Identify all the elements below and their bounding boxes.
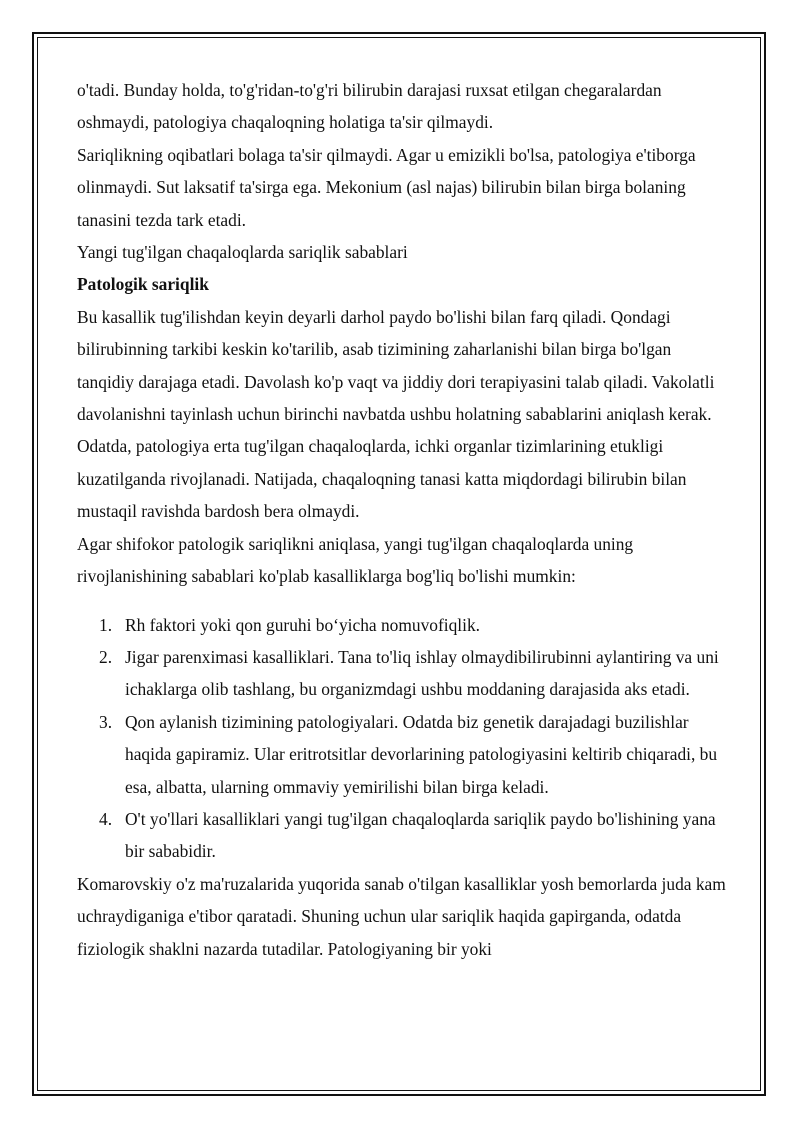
list-item-text: Qon aylanish tizimining patologiyalari. Odatda biz genetik darajadagi buzilishlar haqida gapiramiz. Ular eritrotsitlar devorlarining patologiyasini keltirib chiqaradi, bu esa, albatta, ularning ommaviy yemirilishi bilan birga keladi. [125,711,718,797]
list-item-number: 1. [99,614,113,635]
paragraph-consequences: Sariqlikning oqibatlari bolaga ta'sir qilmaydi. Agar u emizikli bo'lsa, patologiya e'tiborga olinmaydi. Sut laksatif ta'sirga ega. Mekonium (asl najas) bilirubin bilan birga bolaning tanasini tezda tark etadi. [77,144,696,230]
paragraph-pathology-description: Bu kasallik tug'ilishdan keyin deyarli darhol paydo bo'lishi bilan farq qiladi. Qondagi bilirubinning tarkibi keskin ko'tarilib, asab tizimining zaharlanishi bilan birga bo'lgan tanqidiy darajaga etadi. Davolash ko'p vaqt va jiddiy dori terapiyasini talab qiladi. Vakolatli davolanishni tayinlash uchun birinchi navbatda ushbu holatning sabablarini aniqlash kerak. Odatda, patologiya erta tug'ilgan chaqaloqlarda, ichki organlar tizimlarining etukligi kuzatilganda rivojlanadi. Natijada, chaqaloqning tanasi katta miqdordagi bilirubin bilan mustaqil ravishda bardosh bera olmaydi. [77,306,715,522]
list-item [99,609,727,641]
paragraph-list-intro: Agar shifokor patologik sariqlikni aniqlasa, yangi tug'ilgan chaqaloqlarda uning rivojlanishining sabablari ko'plab kasalliklarga bog'liq bo'lishi mumkin: [77,533,634,587]
list-item [99,706,727,803]
list-item-text: Jigar parenximasi kasalliklari. Tana to'liq ishlay olmaydibilirubinni aylantiring va uni ichaklarga olib tashlang, bu organizmdagi ushbu moddaning darajasida aks etadi. [125,646,719,700]
paragraph-komarovsky: Komarovskiy o'z ma'ruzalarida yuqorida sanab o'tilgan kasalliklar yosh bemorlarda juda kam uchraydiganiga e'tibor qaratadi. Shuning uchun ular sariqlik haqida gapirganda, odatda fiziologik shaklni nazarda tutadilar. Patologiyaning bir yoki [77,873,726,959]
list-item-text: O't yo'llari kasalliklari yangi tug'ilgan chaqaloqlarda sariqlik paydo bo'lishining yana bir sababidir. [125,808,716,862]
section-heading: Patologik sariqlik [77,274,209,295]
document-body [77,74,727,965]
paragraph-continuation: o'tadi. Bunday holda, to'g'ridan-to'g'ri bilirubin darajasi ruxsat etilgan chegaralardan oshmaydi, patologiya chaqaloqning holatiga ta'sir qilmaydi. [77,80,662,133]
list-item [99,803,727,868]
paragraph-causes-title: Yangi tug'ilgan chaqaloqlarda sariqlik sabablari [77,242,408,263]
causes-list [77,609,727,868]
list-item-number: 2. [99,646,113,667]
list-item [99,641,727,706]
list-item-text: Rh faktori yoki qon guruhi bo‘yicha nomuvofiqlik. [125,614,481,635]
list-item-number: 3. [99,711,113,732]
list-item-number: 4. [99,808,113,829]
